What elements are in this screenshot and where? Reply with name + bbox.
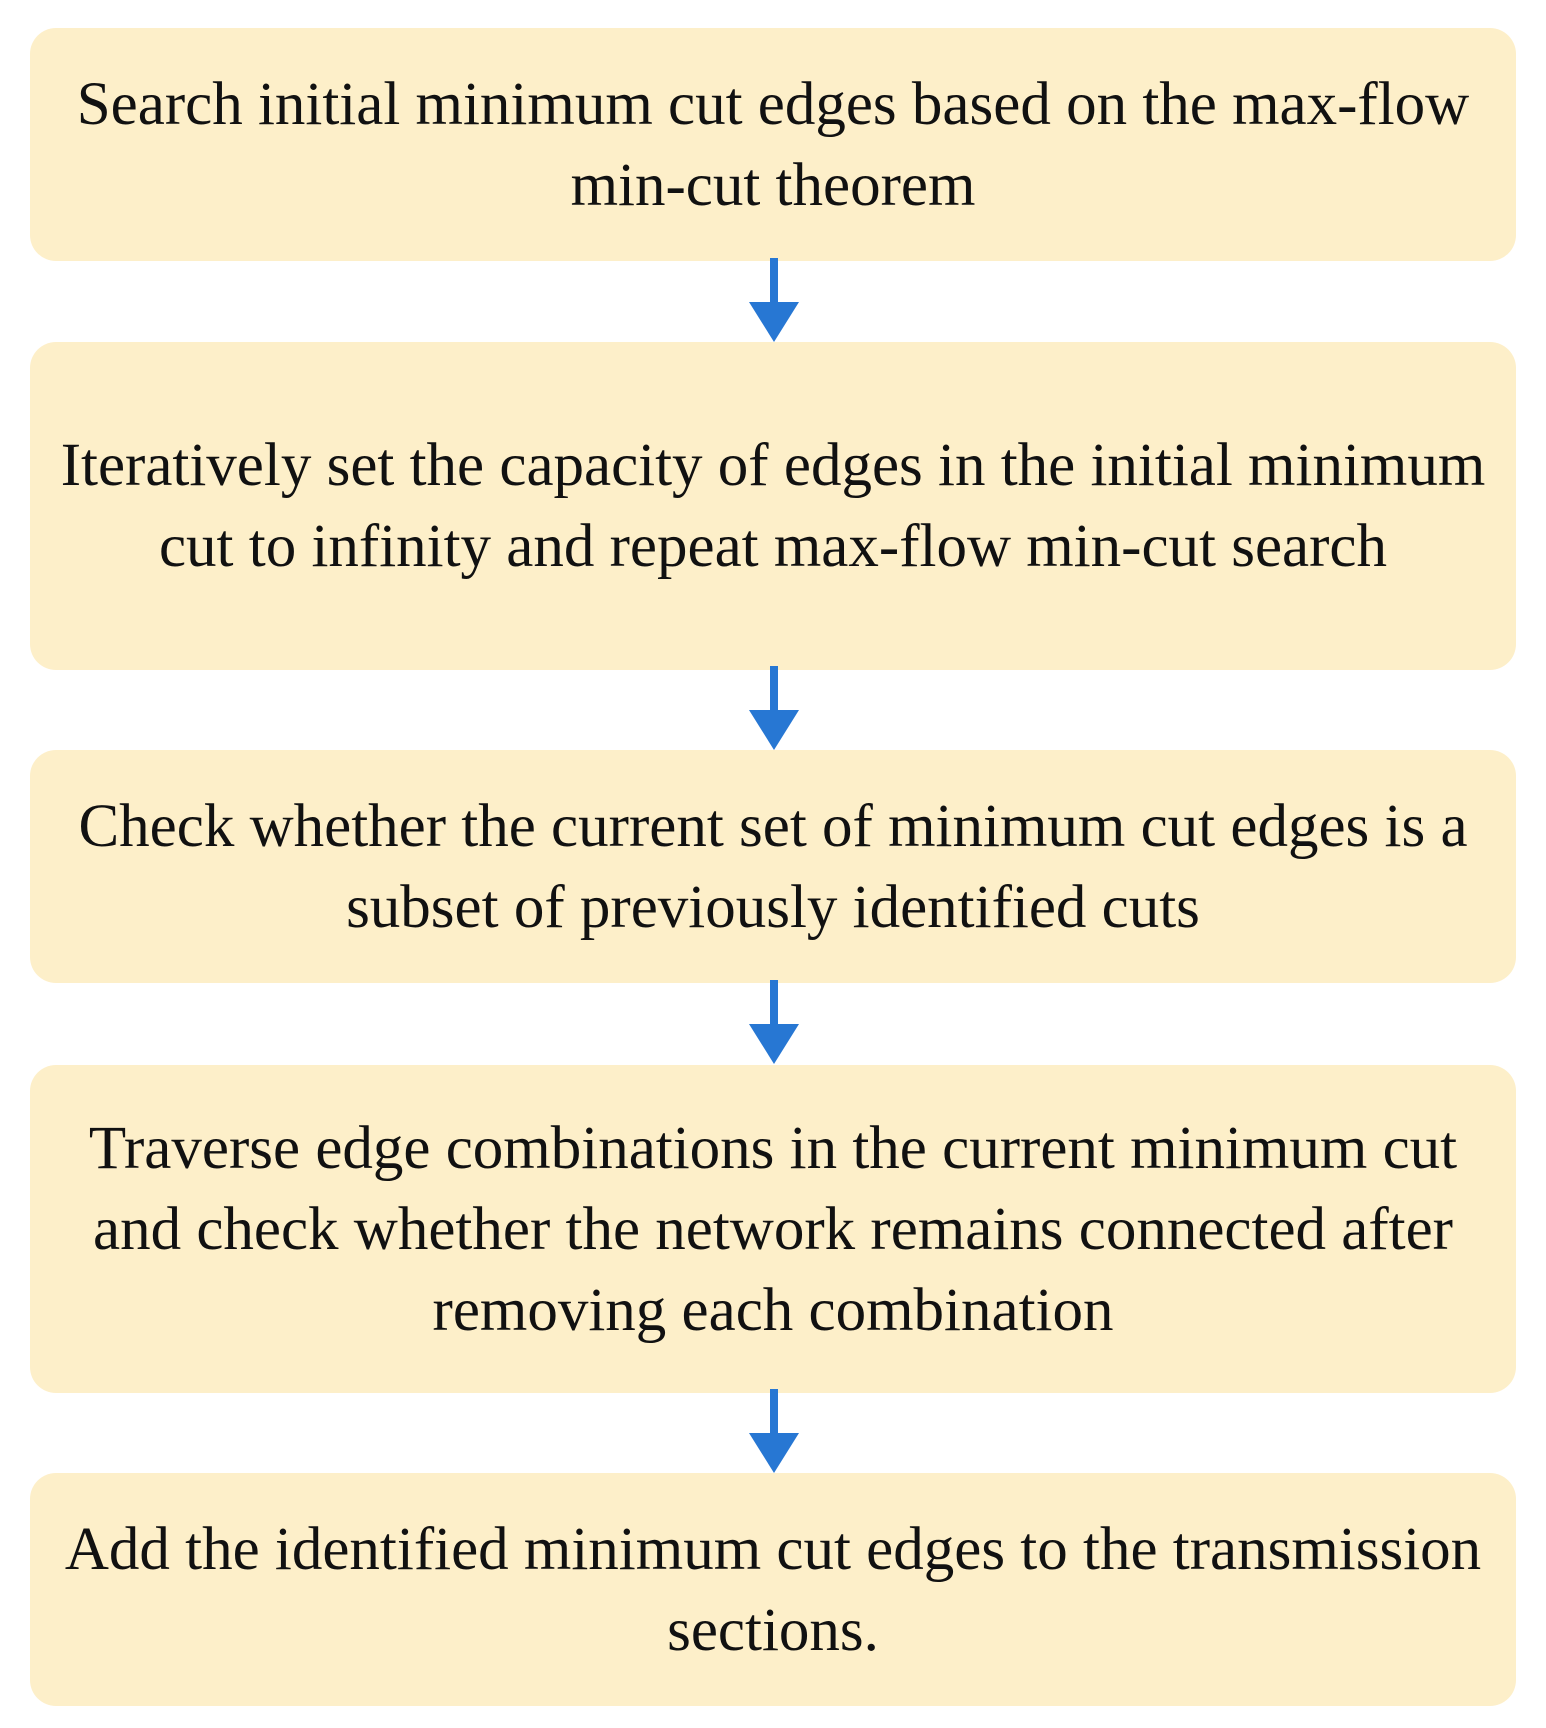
step-4-box (30, 1065, 1516, 1393)
step-4-text: Traverse edge combinations in the current minimum cut and check whether the network remains connected after removing each combination (88, 1114, 1458, 1344)
step-5-box (30, 1473, 1516, 1706)
step-5-text: Add the identified minimum cut edges to the transmission sections. (64, 1515, 1482, 1664)
arrow-down-icon (746, 258, 802, 344)
step-2-text: Iteratively set the capacity of edges in the initial minimum cut to infinity and repeat max-flow min-cut search (60, 432, 1486, 580)
step-1-box (30, 28, 1516, 261)
arrow-down-icon (746, 666, 802, 752)
step-3-text: Check whether the current set of minimum cut edges is a subset of previously identified cuts (78, 792, 1468, 941)
step-1-text: Search initial minimum cut edges based on the max-flow min-cut theorem (76, 70, 1470, 219)
step-3-box (30, 750, 1516, 983)
step-2-box (30, 342, 1516, 670)
arrow-down-icon (746, 1389, 802, 1475)
arrow-down-icon (746, 980, 802, 1066)
